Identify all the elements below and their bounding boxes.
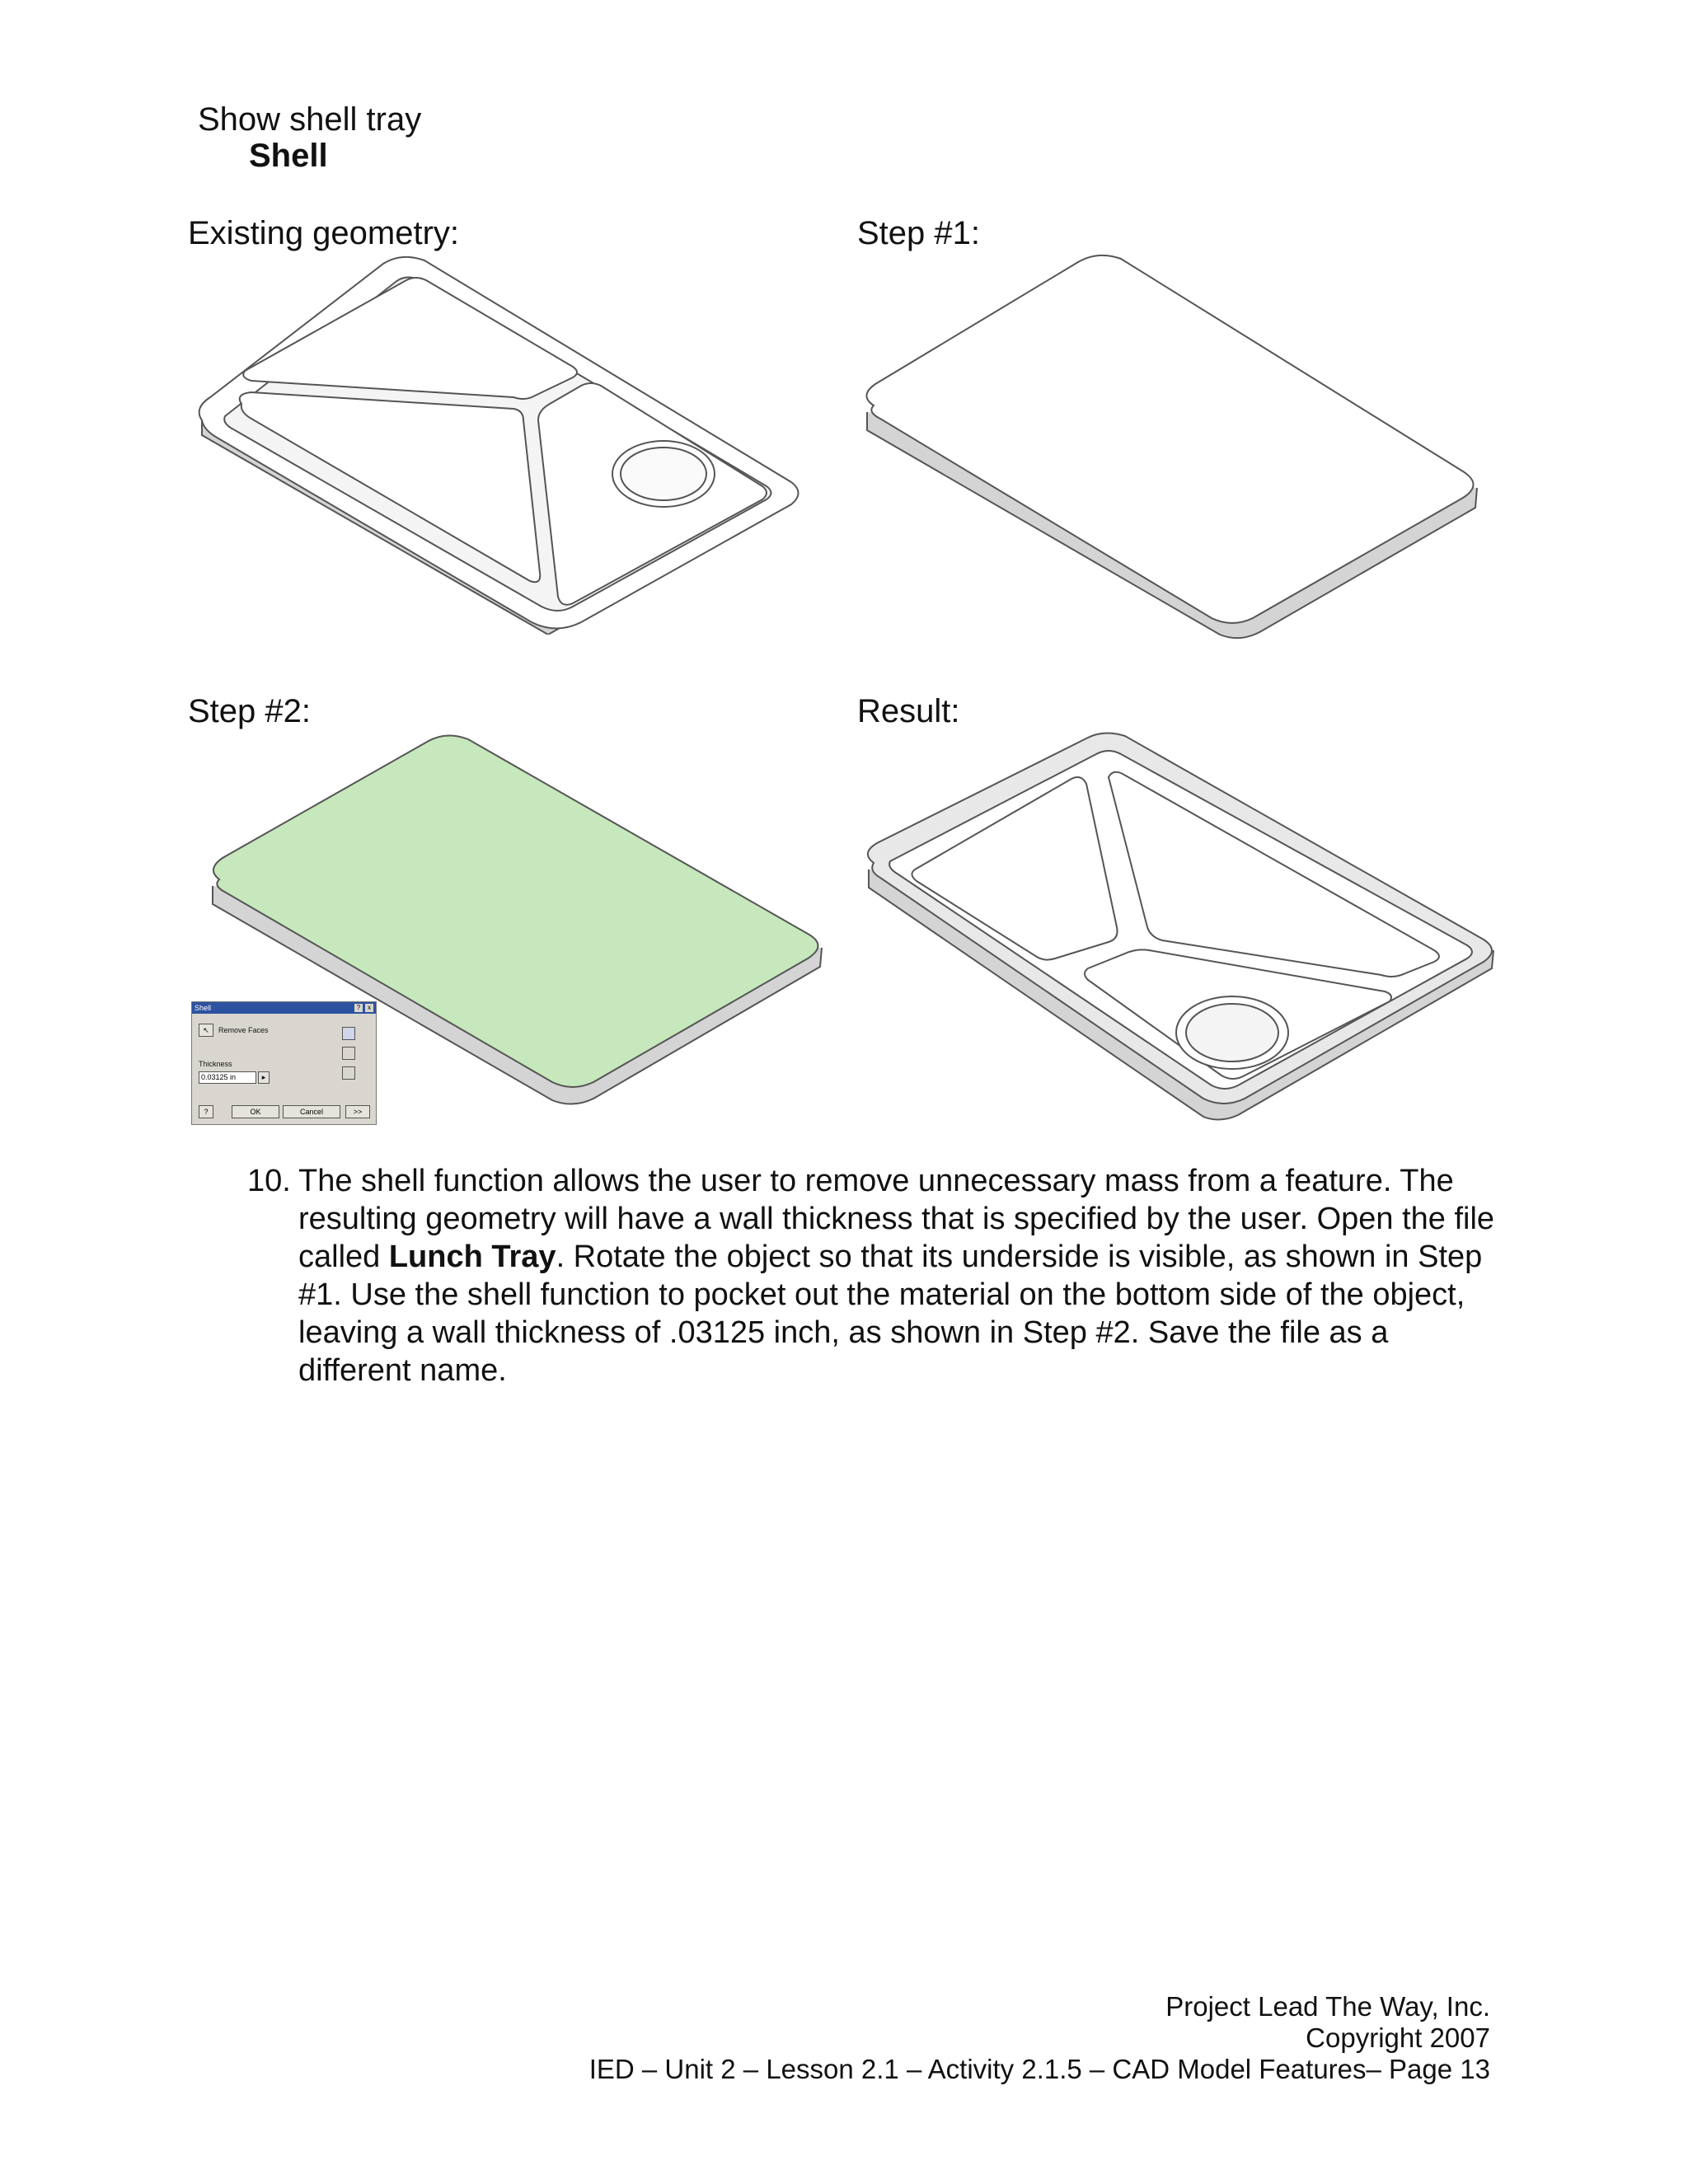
label-step-2: Step #2: xyxy=(188,693,312,729)
close-button[interactable]: x xyxy=(365,1004,373,1012)
direction-outside-icon[interactable] xyxy=(342,1047,355,1060)
instruction-paragraph xyxy=(247,1162,1500,1390)
figure-existing-geometry xyxy=(185,247,812,635)
figure-result xyxy=(857,729,1500,1125)
header-title: Show shell tray xyxy=(198,101,422,138)
instruction-text-a: The shell function allows the user to remove unnecessary mass from a feature. The resulting geometry will have a wall thickness that is specified by the user. Open the file called xyxy=(298,1164,1495,1274)
footer-copyright: Copyright 2007 xyxy=(1306,2022,1490,2053)
dialog-title: Shell xyxy=(195,1004,212,1012)
direction-both-icon[interactable] xyxy=(342,1066,355,1080)
more-button[interactable]: >> xyxy=(345,1105,370,1118)
help-title-button[interactable]: ? xyxy=(354,1004,363,1012)
footer-organization: Project Lead The Way, Inc. xyxy=(1165,1991,1490,2022)
thickness-label: Thickness xyxy=(199,1060,232,1068)
cancel-button[interactable]: Cancel xyxy=(283,1105,340,1118)
cursor-icon[interactable]: ↖ xyxy=(199,1024,213,1037)
footer-page-info: IED – Unit 2 – Lesson 2.1 – Activity 2.1.5 – CAD Model Features– Page 13 xyxy=(588,2054,1490,2084)
label-result: Result: xyxy=(857,693,960,729)
direction-inside-icon[interactable] xyxy=(342,1027,355,1040)
remove-faces-label: Remove Faces xyxy=(218,1026,269,1034)
thickness-input[interactable]: 0.03125 in xyxy=(199,1071,256,1084)
help-button[interactable]: ? xyxy=(199,1105,213,1118)
section-title: Shell xyxy=(249,138,328,174)
thickness-arrow-icon[interactable]: ▸ xyxy=(258,1071,270,1084)
instruction-bold-term: Lunch Tray xyxy=(388,1240,556,1274)
label-existing-geometry: Existing geometry: xyxy=(188,215,460,251)
instruction-body xyxy=(298,1162,1500,1390)
instruction-number: 10. xyxy=(247,1164,291,1198)
label-step-1: Step #1: xyxy=(857,215,981,251)
shell-dialog xyxy=(191,1001,377,1125)
instruction-text-b: . Rotate the object so that its underside is visible, as shown in Step #1. Use the shell function to pocket out the material on the bottom side of the object, leaving a wall thickness of .03125 inch, as shown in Step #2. Save the file as a different name. xyxy=(298,1240,1483,1388)
dialog-titlebar xyxy=(192,1002,376,1014)
figure-step-1 xyxy=(857,247,1484,643)
ok-button[interactable]: OK xyxy=(232,1105,279,1118)
